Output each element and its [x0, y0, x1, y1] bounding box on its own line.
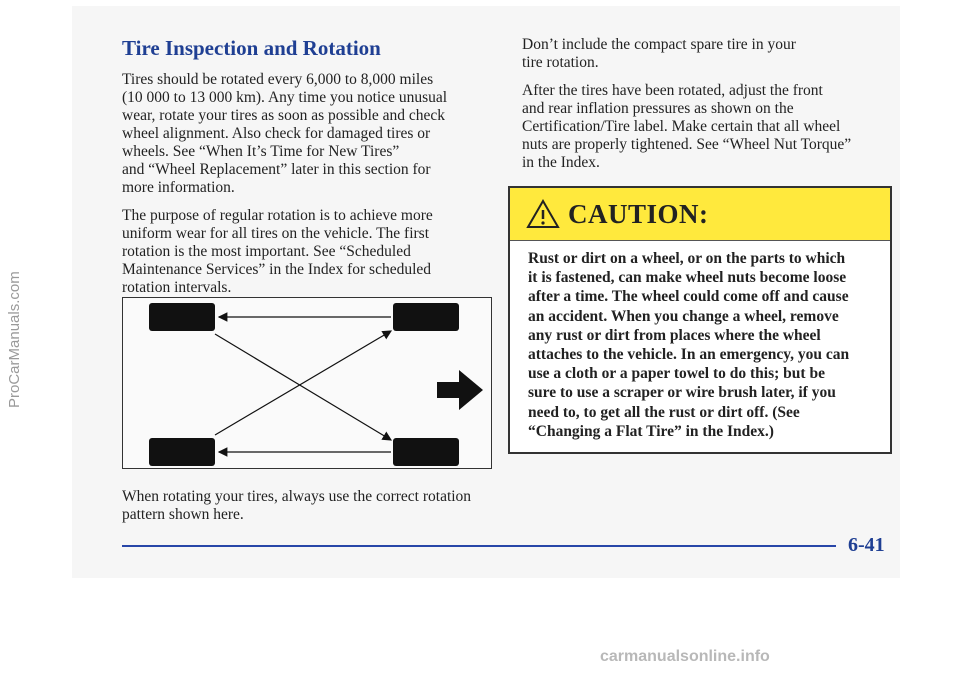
text-line: attaches to the vehicle. In an emergency, you can — [528, 346, 850, 364]
footer-watermark: carmanualsonline.info — [600, 648, 770, 665]
text-line: wear, rotate your tires as soon as possible and check — [122, 107, 446, 124]
text-line: any rust or dirt from places where the wheel — [528, 326, 821, 344]
text-line: pattern shown here. — [122, 506, 244, 523]
rotation-pattern-graphic — [123, 298, 491, 468]
text-line: after a time. The wheel could come off and cause — [528, 288, 849, 306]
rear-right-tire — [393, 438, 459, 466]
page-number: 6-41 — [848, 534, 885, 556]
purpose-paragraph — [122, 207, 492, 297]
text-line: use a cloth or a paper towel to do this; but be — [528, 365, 825, 383]
text-line: need to, to get all the rust or dirt off. (See — [528, 403, 800, 421]
section-heading: Tire Inspection and Rotation — [122, 36, 381, 60]
rear-left-tire — [149, 438, 215, 466]
text-line: After the tires have been rotated, adjust the front — [522, 82, 823, 99]
forward-direction-icon — [437, 370, 483, 410]
diagram-caption — [122, 488, 502, 524]
caution-title: CAUTION: — [568, 198, 709, 229]
text-line: in the Index. — [522, 154, 600, 171]
text-line: Don’t include the compact spare tire in your — [522, 36, 796, 53]
text-line: wheels. See “When It’s Time for New Tires” — [122, 143, 400, 160]
text-line: The purpose of regular rotation is to achieve more — [122, 207, 433, 224]
text-line: it is fastened, can make wheel nuts become loose — [528, 269, 847, 287]
rotation-paragraph — [122, 71, 492, 197]
text-line: When rotating your tires, always use the correct rotation — [122, 488, 472, 505]
inflation-paragraph — [522, 82, 894, 172]
rotation-diagram — [122, 297, 492, 469]
front-right-tire — [393, 303, 459, 331]
footer-rule — [122, 545, 836, 547]
text-line: Certification/Tire label. Make certain that all wheel — [522, 118, 841, 135]
text-line: sure to use a scraper or wire brush later, if you — [528, 384, 836, 402]
left-column — [122, 36, 492, 307]
diagonal-arrow-up — [215, 331, 391, 435]
caution-box — [508, 186, 892, 454]
right-column — [522, 36, 894, 182]
text-line: rotation is the most important. See “Scheduled — [122, 243, 411, 260]
front-left-tire — [149, 303, 215, 331]
text-line: and “Wheel Replacement” later in this section for — [122, 161, 431, 178]
spare-tire-paragraph — [522, 36, 894, 72]
text-line: (10 000 to 13 000 km). Any time you notice unusual — [122, 89, 448, 106]
text-line: Tires should be rotated every 6,000 to 8,000 miles — [122, 71, 434, 88]
text-line: tire rotation. — [522, 54, 599, 71]
text-line: more information. — [122, 179, 235, 196]
text-line: wheel alignment. Also check for damaged tires or — [122, 125, 431, 142]
text-line: an accident. When you change a wheel, remove — [528, 307, 839, 325]
text-line: nuts are properly tightened. See “Wheel Nut Torque” — [522, 136, 852, 153]
text-line: rotation intervals. — [122, 279, 232, 296]
caution-header — [510, 188, 890, 241]
side-watermark: ProCarManuals.com — [6, 271, 23, 409]
text-line: Rust or dirt on a wheel, or on the parts to which — [528, 250, 846, 267]
text-line: and rear inflation pressures as shown on the — [522, 100, 794, 117]
text-line: “Changing a Flat Tire” in the Index.) — [528, 422, 774, 440]
caution-text — [510, 241, 890, 441]
text-line: uniform wear for all tires on the vehicle. The first — [122, 225, 430, 242]
text-line: Maintenance Services” in the Index for scheduled — [122, 261, 432, 278]
warning-triangle-icon — [526, 199, 560, 229]
diagonal-arrow-down — [215, 334, 391, 440]
